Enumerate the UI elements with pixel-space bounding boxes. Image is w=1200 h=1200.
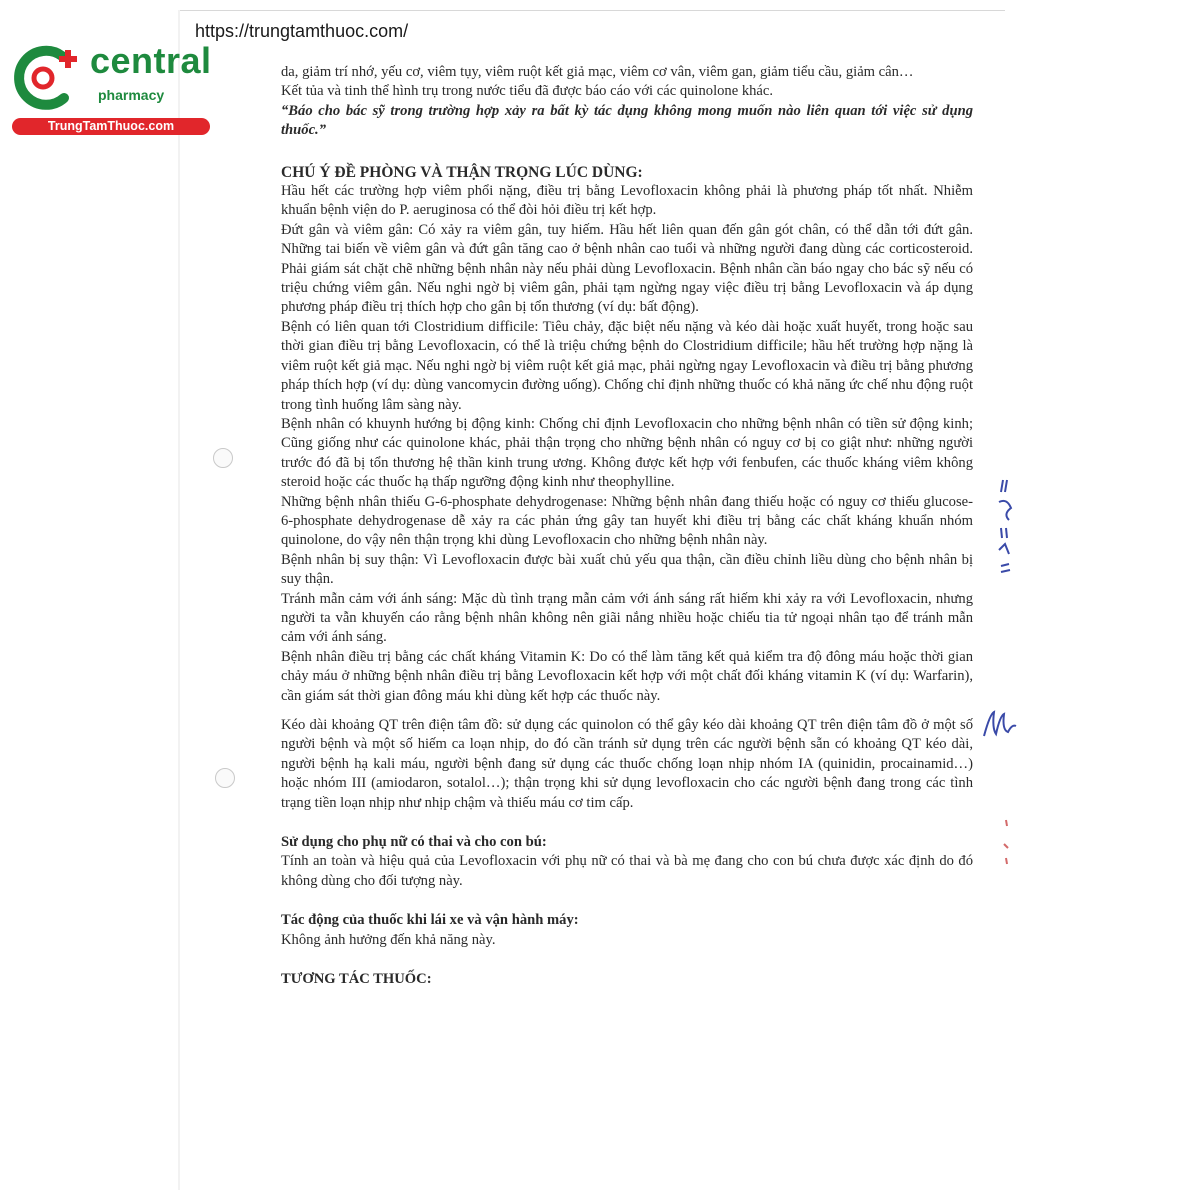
side-effects-continued: da, giảm trí nhớ, yếu cơ, viêm tụy, viêm ruột kết giả mạc, viêm cơ vân, viêm gan, giảm tiểu cầu, giảm cân… bbox=[281, 64, 914, 80]
pharmacy-logo bbox=[10, 40, 215, 136]
logo-mark-icon bbox=[10, 40, 88, 116]
punch-hole-top bbox=[213, 448, 233, 468]
page-edge-shadow bbox=[178, 10, 180, 1190]
precaution-tendon: Đứt gân và viêm gân: Có xảy ra viêm gân, tuy hiếm. Hầu hết liên quan đến gân gót chân, có thể dẫn tới đứt gân. Những tai biến về viêm gân và đứt gân tăng cao ở bệnh nhân cao tuổi và những người đang dùng các corticosteroid. Phải giám sát chặt chẽ những bệnh nhân này nếu phải dùng Levofloxacin. Bệnh nhân cần báo ngay cho bác sỹ nếu có triệu chứng viêm gân. Nếu nghi ngờ bị viêm gân, phải tạm ngừng ngay việc điều trị bằng Levofloxacin và áp dụng phương pháp điều trị thích hợp cho gân bị tổn thương (ví dụ: bất động). bbox=[281, 221, 973, 316]
source-url: https://trungtamthuoc.com/ bbox=[195, 21, 409, 41]
driving-heading: Tác động của thuốc khi lái xe và vận hành máy: bbox=[281, 912, 579, 929]
report-warning: “Báo cho bác sỹ trong trường hợp xảy ra bất kỳ tác dụng không mong muốn nào liên quan tới việc sử dụng thuốc.” bbox=[281, 102, 973, 139]
precaution-vitamin-k: Bệnh nhân điều trị bằng các chất kháng Vitamin K: Do có thể làm tăng kết quả kiểm tra độ đông máu hoặc thời gian chảy máu ở những bệnh nhân điều trị bằng Levofloxacin kết hợp với một chất đối kháng vitamin K (ví dụ: Warfarin), cần giám sát thời gian đông máu khi dùng kết hợp các thuốc này. bbox=[281, 648, 973, 704]
pregnancy-heading: Sử dụng cho phụ nữ có thai và cho con bú: bbox=[281, 834, 547, 851]
signature-mark bbox=[980, 706, 1020, 742]
precaution-renal: Bệnh nhân bị suy thận: Vì Levofloxacin được bài xuất chủ yếu qua thận, cần điều chỉnh liều dùng cho bệnh nhân bị suy thận. bbox=[281, 551, 973, 588]
logo-subtitle: pharmacy bbox=[98, 87, 165, 103]
precaution-qt: Kéo dài khoảng QT trên điện tâm đồ: sử dụng các quinolon có thể gây kéo dài khoảng QT trên điện tâm đồ ở một số người bệnh và một số hiếm ca loạn nhịp, do đó cần tránh sử dụng trên các người bệnh sẵn có khoảng QT kéo dài, người bệnh hạ kali máu, người bệnh đang sử dụng các thuốc chống loạn nhịp nhóm IA (quinidin, procainamid…) hoặc nhóm III (amiodaron, sotalol…); thận trọng khi sử dụng levofloxacin cho các người bệnh đang trong các tình trạng tiền loạn nhịp như nhịp chậm và thiếu máu cơ tim cấp. bbox=[281, 717, 973, 811]
interactions-heading: TƯƠNG TÁC THUỐC: bbox=[281, 971, 432, 988]
punch-hole-bottom bbox=[215, 768, 235, 788]
margin-red-marks bbox=[1000, 818, 1014, 868]
precaution-clostridium: Bệnh có liên quan tới Clostridium difficile: Tiêu chảy, đặc biệt nếu nặng và kéo dài hoặc xuất huyết, trong hoặc sau thời gian điều trị bằng Levofloxacin, có thể là triệu chứng bệnh do Clostridium difficile; hầu hết trường hợp nặng là viêm ruột kết giả mạc. Nếu nghi ngờ bị viêm ruột kết giả mạc, phải ngừng ngay Levofloxacin và điều trị bằng phương pháp thích hợp (ví dụ: dùng vancomycin đường uống). Chống chỉ định những thuốc có khả năng ức chế nhu động ruột trong tình huống lâm sàng này. bbox=[281, 318, 973, 413]
precaution-epilepsy: Bệnh nhân có khuynh hướng bị động kinh: Chống chỉ định Levofloxacin cho những bệnh nhân có tiền sử động kinh; Cũng giống như các quinolone khác, phải thận trọng cho những bệnh nhân có nguy cơ bị co giật như: những người trước đó đã bị tổn thương hệ thần kinh trung ương. Không được kết hợp với fenbufen, các thuốc kháng viêm không steroid hoặc các thuốc hạ thấp ngưỡng động kinh như theophylline. bbox=[281, 415, 973, 491]
logo-wordmark: central bbox=[90, 40, 212, 81]
page-top-edge bbox=[180, 10, 1005, 11]
pregnancy-text: Tính an toàn và hiệu quả của Levofloxacin với phụ nữ có thai và bà mẹ đang cho con bú chưa được xác định do đó không dùng cho đối tượng này. bbox=[281, 853, 973, 889]
driving-text: Không ảnh hưởng đến khả năng này. bbox=[281, 931, 496, 948]
margin-stamp-marks bbox=[993, 478, 1023, 578]
precaution-g6pd: Những bệnh nhân thiếu G-6-phosphate dehydrogenase: Những bệnh nhân đang thiếu hoặc có nguy cơ thiếu glucose-6-phosphate dehydrogenase dễ xảy ra các phản ứng gây tan huyết khi điều trị bằng các chất kháng khuẩn nhóm quinolone, do vậy nên thận trọng khi dùng Levofloxacin cho những bệnh nhân này. bbox=[281, 493, 973, 549]
document-body bbox=[281, 63, 973, 989]
precaution-pneumonia: Hầu hết các trường hợp viêm phổi nặng, điều trị bằng Levofloxacin không phải là phương pháp tốt nhất. Nhiễm khuẩn bệnh viện do P. aeruginosa có thể đòi hỏi điều trị kết hợp. bbox=[281, 183, 973, 219]
precaution-photosensitivity: Tránh mẫn cảm với ánh sáng: Mặc dù tình trạng mẫn cảm với ánh sáng rất hiếm khi xảy ra với Levofloxacin, nhưng người ta vẫn khuyến cáo rằng bệnh nhân không nên giãi nắng nhiều hoặc chiếu tia tử ngoại nhân tạo để tránh mẫn cảm với ánh sáng. bbox=[281, 590, 973, 646]
logo-banner: TrungTamThuoc.com bbox=[12, 118, 210, 135]
crystalluria-note: Kết tủa và tinh thể hình trụ trong nước tiểu đã được báo cáo với các quinolone khác. bbox=[281, 83, 774, 100]
precautions-heading: CHÚ Ý ĐỀ PHÒNG VÀ THẬN TRỌNG LÚC DÙNG: bbox=[281, 163, 643, 181]
